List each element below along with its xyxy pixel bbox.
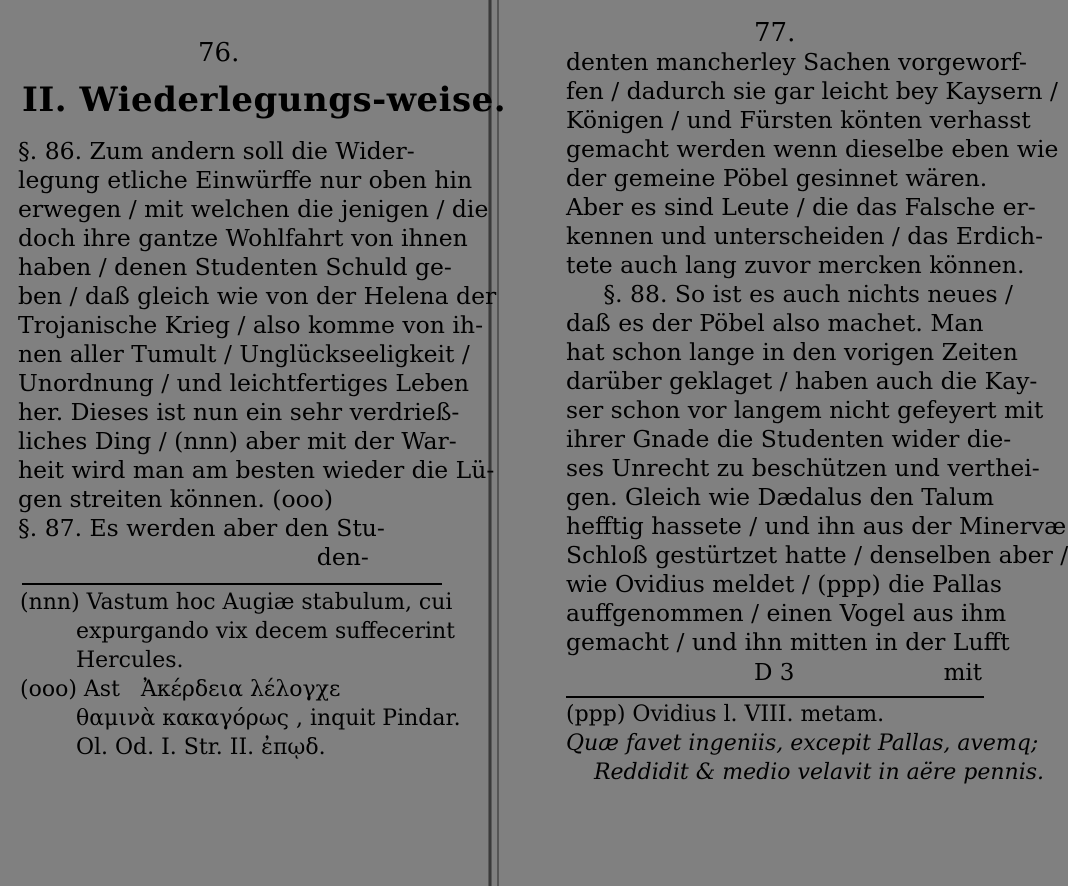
signature-row [566, 658, 984, 688]
text-line: gen streiten können. (ooo) [18, 485, 334, 513]
text-line: haben / denen Studenten Schuld ge- [18, 253, 452, 281]
body-text [18, 137, 497, 572]
text-line: doch ihre gantze Wohlfahrt von ihnen [18, 224, 468, 252]
text-line: kennen und unterscheiden / das Erdich- [566, 222, 1044, 250]
footnote-line: (nnn) Vastum hoc Augiæ stabulum, cui [20, 590, 453, 615]
text-line: darüber geklaget / haben auch die Kay- [566, 367, 1038, 395]
footnote-line: θαμινὰ κακαγόρως , inquit Pindar. [20, 706, 461, 731]
page-number: 77. [754, 18, 796, 48]
right-page [492, 0, 1068, 886]
left-page [0, 0, 507, 886]
text-line: §. 87. Es werden aber den Stu- [18, 514, 385, 542]
body-text [566, 48, 1068, 657]
text-line: auffgenommen / einen Vogel aus ihm [566, 599, 1007, 627]
text-line: gen. Gleich wie Dædalus den Talum [566, 483, 995, 511]
text-line: denten mancherley Sachen vorgeworf- [566, 48, 1027, 76]
signature-mark: D 3 [754, 660, 795, 686]
text-line: erwegen / mit welchen die jenigen / die [18, 195, 489, 223]
text-line: wie Ovidius meldet / (ppp) die Pallas [566, 570, 1002, 598]
footnote-rule [566, 696, 984, 698]
footnotes [566, 700, 1045, 787]
text-line: fen / dadurch sie gar leicht bey Kaysern / [566, 77, 1058, 105]
footnote-line: Ol. Od. I. Str. II. ἐπῳδ. [20, 735, 326, 760]
catchword: den- [18, 543, 369, 571]
page-number: 76. [198, 38, 240, 68]
text-line: ses Unrecht zu beschützen und verthei- [566, 454, 1040, 482]
text-line: §. 88. So ist es auch nichts neues / [566, 280, 1013, 308]
text-line: gemacht werden wenn dieselbe eben wie [566, 135, 1059, 163]
footnotes [20, 588, 460, 762]
text-line: Schloß gestürtzet hatte / denselben aber / [566, 541, 1068, 569]
text-line: hefftig hassete / und ihn aus der Minervæ [566, 512, 1067, 540]
text-line: her. Dieses ist nun ein sehr verdrieß- [18, 398, 460, 426]
text-line: nen aller Tumult / Unglückseeligkeit / [18, 340, 470, 368]
text-line: legung etliche Einwürffe nur oben hin [18, 166, 473, 194]
text-line: ben / daß gleich wie von der Helena der [18, 282, 497, 310]
text-line: gemacht / und ihn mitten in der Lufft [566, 628, 1010, 656]
text-line: hat schon lange in den vorigen Zeiten [566, 338, 1018, 366]
text-line: Königen / und Fürsten könten verhasst [566, 106, 1031, 134]
footnote-line: Reddidit & medio velavit in aëre pennis. [566, 760, 1045, 785]
footnote-rule [22, 583, 442, 585]
text-line: ser schon vor langem nicht gefeyert mit [566, 396, 1044, 424]
catchword: mit [943, 660, 982, 686]
footnote-line: Quæ favet ingeniis, excepit Pallas, avemq; [566, 731, 1039, 756]
text-line: Unordnung / und leichtfertiges Leben [18, 369, 470, 397]
text-line: daß es der Pöbel also machet. Man [566, 309, 984, 337]
footnote-line: Hercules. [20, 648, 184, 673]
text-line: tete auch lang zuvor mercken können. [566, 251, 1025, 279]
text-line: der gemeine Pöbel gesinnet wären. [566, 164, 988, 192]
footnote-line: expurgando vix decem suffecerint [20, 619, 456, 644]
footnote-line: (ooo) Ast Ἀκέρδεια λέλογχε [20, 677, 341, 702]
text-line: §. 86. Zum andern soll die Wider- [18, 137, 415, 165]
section-heading: II. Wiederlegungs-weise. [22, 80, 507, 120]
text-line: ihrer Gnade die Studenten wider die- [566, 425, 1012, 453]
footnote-line: (ppp) Ovidius l. VIII. metam. [566, 702, 885, 727]
text-line: heit wird man am besten wieder die Lü- [18, 456, 495, 484]
text-line: Trojanische Krieg / also komme von ih- [18, 311, 484, 339]
text-line: liches Ding / (nnn) aber mit der War- [18, 427, 457, 455]
text-line: Aber es sind Leute / die das Falsche er- [566, 193, 1036, 221]
